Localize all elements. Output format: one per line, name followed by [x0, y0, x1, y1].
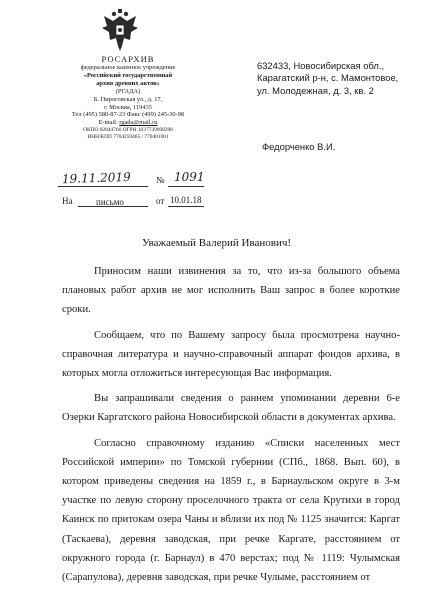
- sender-line2: «Российский государственный: [83, 71, 173, 79]
- sender-line1: федеральное казенное учреждение: [80, 64, 176, 71]
- greeting: Уважаемый Валерий Иванович!: [141, 237, 292, 249]
- paragraph-1: Приносим наши извинения за то, что из-за большого объема плановых работ архив не мог исполнить Ваш запрос в более короткие сроки.: [62, 266, 400, 316]
- reg-date-underline: [58, 186, 148, 187]
- sender-line3: архив древних актов»: [96, 79, 160, 87]
- addressee-block: [257, 60, 427, 97]
- sender-line9: ОКПО 02844766 ОГРН 1037739098396: [83, 127, 173, 134]
- ref-text: письмо: [96, 197, 124, 207]
- sender-line8: [58, 119, 198, 127]
- sender-block: [58, 54, 198, 140]
- paragraph-3: Вы запрашивали сведения о раннем упоминании деревни 6-е Озерки Каргатского района Новосибирской области в документах архива.: [62, 393, 400, 424]
- reg-number: 1091: [174, 170, 205, 184]
- addressee-line1: 632433, Новосибирская обл.,: [257, 60, 385, 71]
- reg-number-label: №: [156, 175, 165, 185]
- sender-line5: Б. Пироговская ул., д. 17,: [93, 95, 163, 103]
- addressee-name: Федорченко В.И.: [262, 141, 336, 152]
- ref-date: 10.01.18: [170, 195, 202, 205]
- sender-line4: (РГАДА): [115, 87, 141, 95]
- paragraph-2: Сообщаем, что по Вашему запросу была просмотрена научно-справочная литература и научно-справочный аппарат фондов архива, в которых могла отложиться интересующая Вас информация.: [62, 329, 400, 380]
- reg-number-underline: [168, 186, 204, 187]
- reg-date: 19.11.2019: [61, 169, 131, 187]
- email-prefix: E-mail:: [98, 119, 120, 127]
- ref-on-label: На: [62, 196, 73, 206]
- letter-body: [62, 262, 400, 587]
- double-headed-eagle-emblem: [100, 8, 140, 52]
- paragraph-4: Согласно справочному изданию «Списки населенных мест Российской империи» по Томской губернии (СПб., 1868. Вып. 60), в котором приведены сведения на 1859 г., в Барнаульском округе в 3-м участке по левую сторону проселочного тракта от села Крутихи в город Каинск по притокам озера Чаны и вблизи их под № 1125 значится: Каргат (Таскаева), деревня заводская, при речке Каргате, расстоянием от окружного города (г. Барнаул) в 470 верстах; под № 1119: Чулымская (Сарапулова), деревня заводская, при речке Чулыме, расстоянием от: [62, 437, 400, 584]
- addressee-line3: ул. Молодежная, д. 3, кв. 2: [257, 84, 374, 96]
- sender-line6: г. Москва, 119435: [104, 103, 152, 111]
- addressee-line2: Карагатский р-н, с. Мамонтовое,: [257, 72, 399, 84]
- sender-line7: Тел (495) 580-87-23 Факс (499) 245-30-98: [71, 111, 185, 119]
- sender-line10: ИНН/КПП 7704259465 / 770401001: [87, 133, 169, 140]
- ref-from-label: от: [156, 196, 165, 206]
- sender-email-link[interactable]: rgada@mail.ru: [119, 119, 158, 127]
- ref-date-underline: [168, 206, 204, 207]
- sender-name: РОСАРХИВ: [101, 54, 155, 64]
